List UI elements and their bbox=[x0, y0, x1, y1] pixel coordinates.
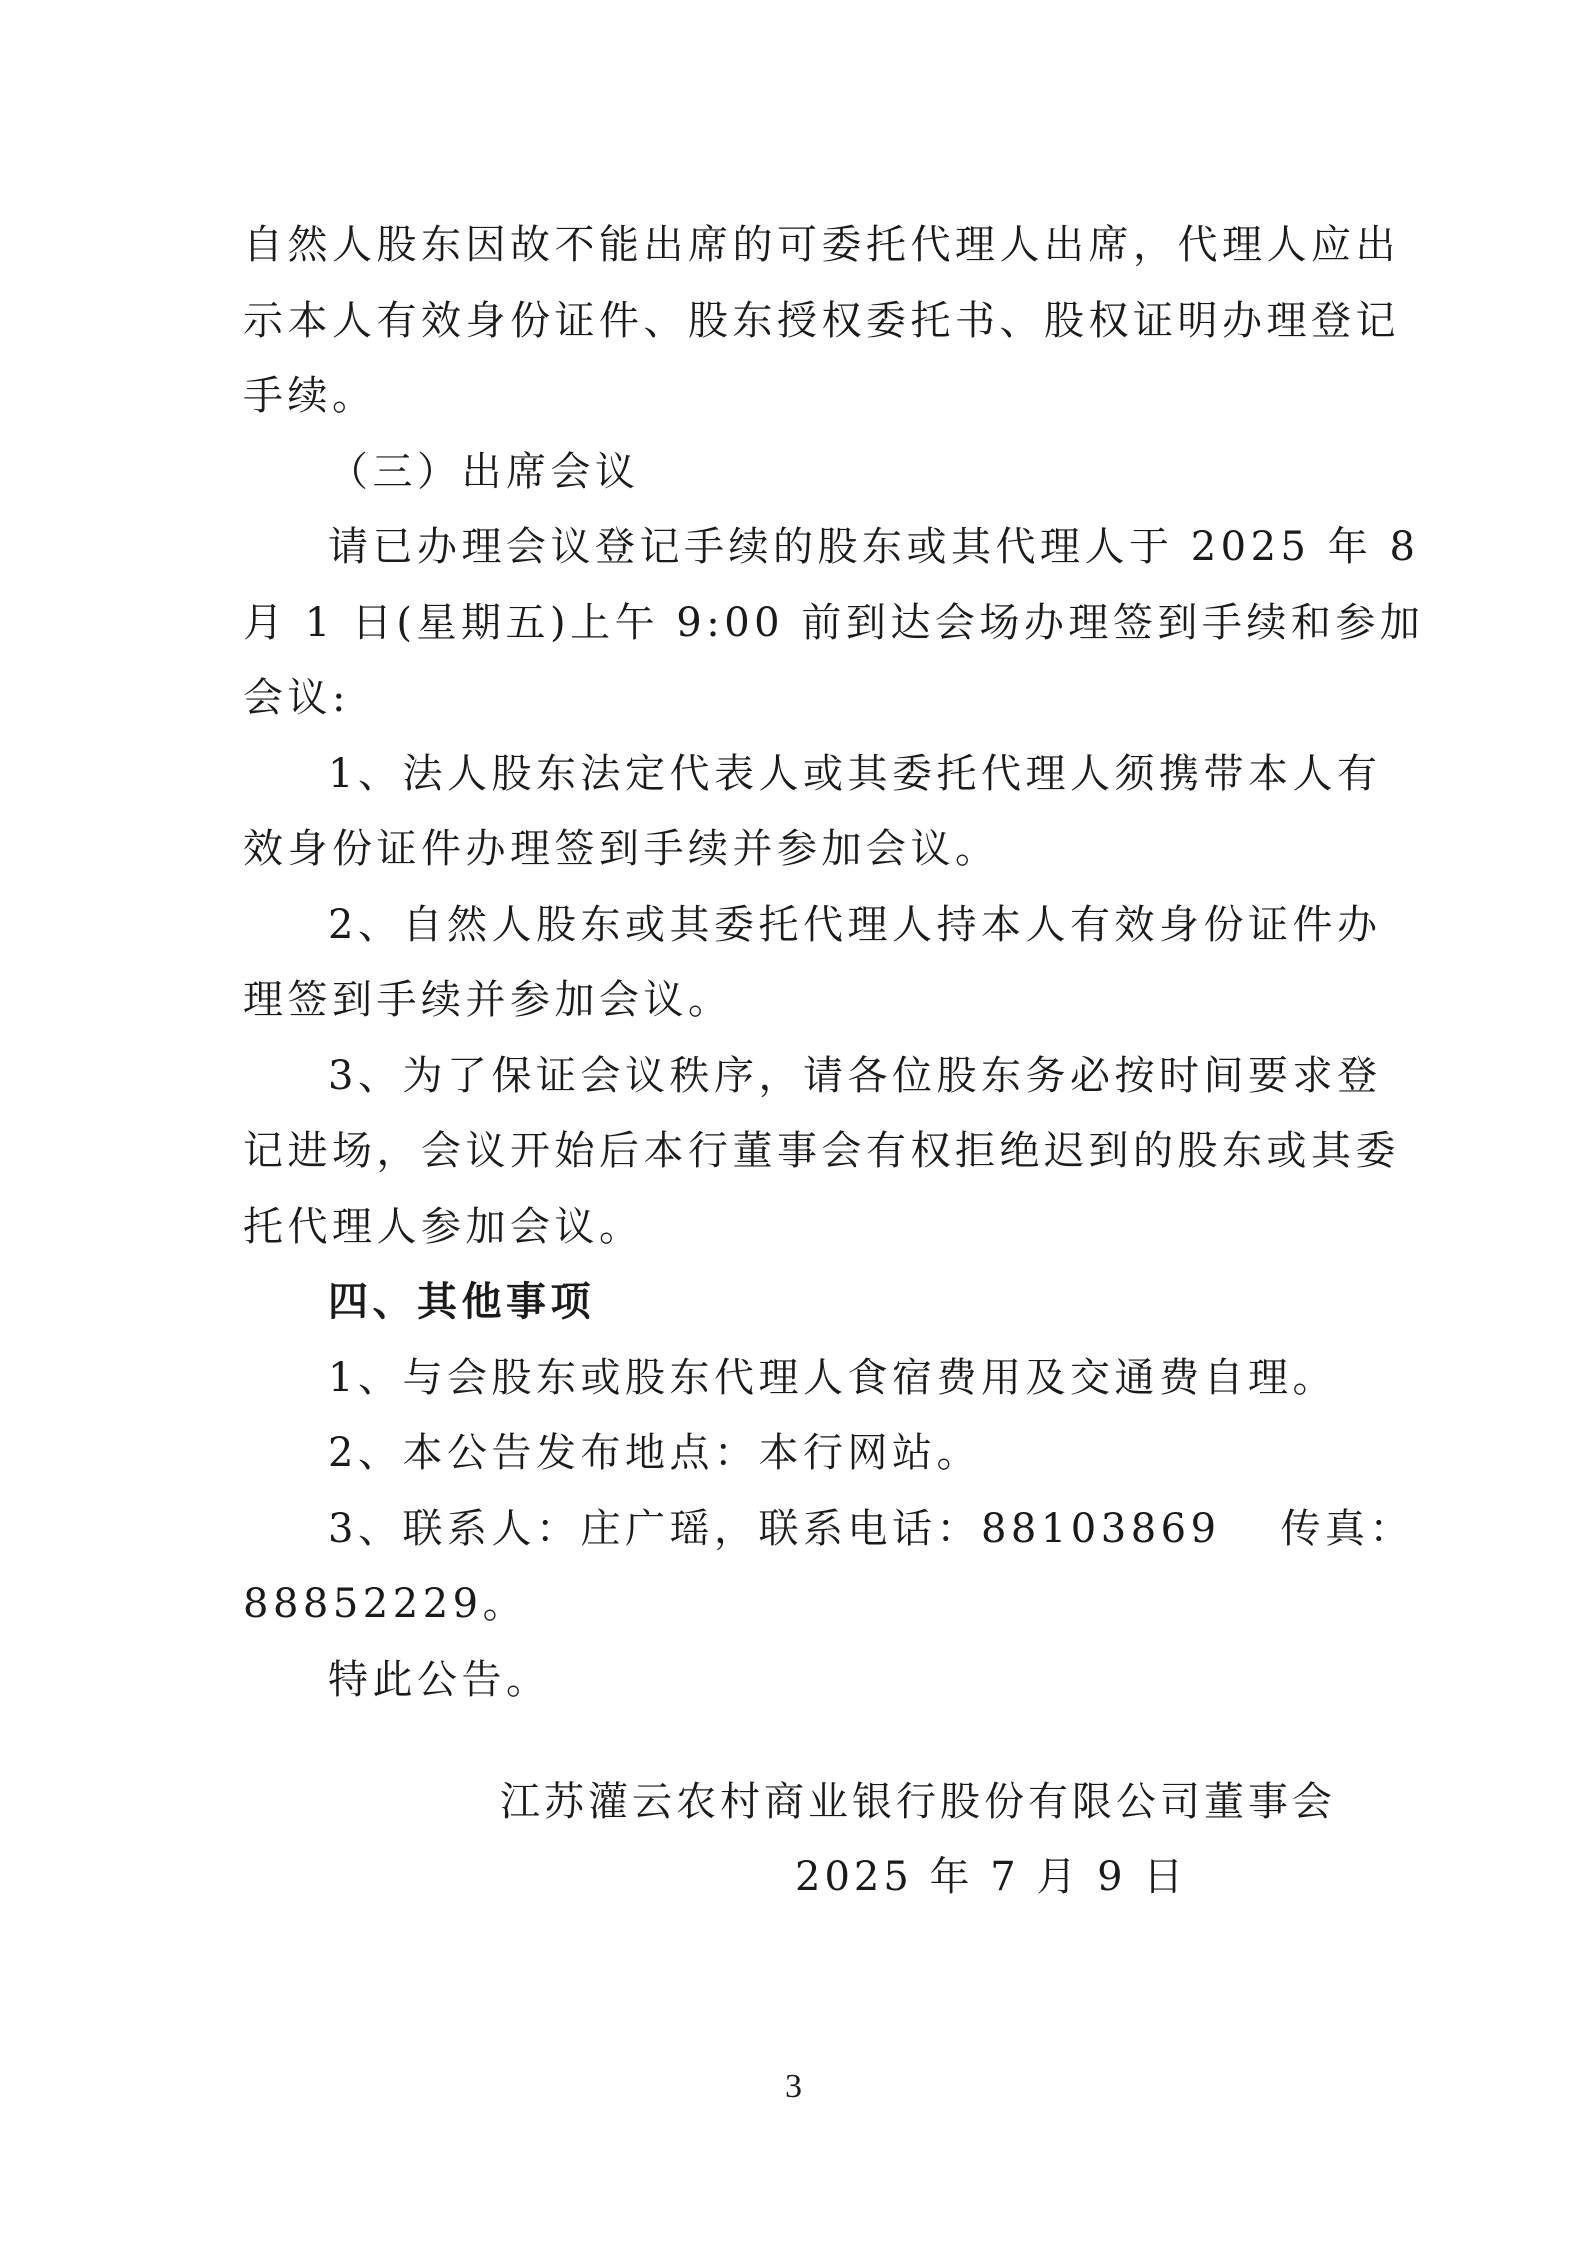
closing-text: 特此公告。 bbox=[328, 1656, 551, 1703]
text-line: 手续。 bbox=[243, 373, 377, 419]
text-line: 2、自然人股东或其委托代理人持本人有效身份证件办 bbox=[328, 901, 1382, 948]
text-line: 1、与会股东或股东代理人食宿费用及交通费自理。 bbox=[328, 1354, 1337, 1401]
text-line: 月 1 日(星期五)上午 9:00 前到达会场办理签到手续和参加 bbox=[243, 599, 1425, 646]
contact-fax-number: 88852229。 bbox=[243, 1581, 528, 1627]
section-heading-attend: （三）出席会议 bbox=[328, 448, 640, 495]
document-body bbox=[243, 208, 1425, 1718]
signature-organization: 江苏灌云农村商业银行股份有限公司董事会 bbox=[500, 1779, 1336, 1825]
text-line: 自然人股东因故不能出席的可委托代理人出席，代理人应出 bbox=[243, 222, 1400, 268]
signature-date: 2025 年 7 月 9 日 bbox=[795, 1854, 1188, 1900]
section-heading-other: 四、其他事项 bbox=[328, 1279, 595, 1325]
text-line: 会议: bbox=[243, 675, 350, 721]
text-line: 托代理人参加会议。 bbox=[243, 1203, 644, 1250]
text-line: 请已办理会议登记手续的股东或其代理人于 2025 年 8 bbox=[328, 524, 1420, 570]
text-line: 理签到手续并参加会议。 bbox=[243, 977, 733, 1023]
text-line: 效身份证件办理签到手续并参加会议。 bbox=[243, 826, 1000, 872]
text-line: 记进场，会议开始后本行董事会有权拒绝迟到的股东或其委 bbox=[243, 1128, 1400, 1174]
contact-line bbox=[243, 1492, 1415, 1568]
text-line: 2、本公告发布地点：本行网站。 bbox=[328, 1430, 981, 1476]
contact-phone: 3、联系人：庄广瑶，联系电话：88103869 bbox=[328, 1505, 1221, 1552]
text-line: 1、法人股东法定代表人或其委托代理人须携带本人有 bbox=[328, 750, 1382, 797]
text-line: 示本人有效身份证件、股东授权委托书、股权证明办理登记 bbox=[243, 297, 1400, 344]
page-number: 3 bbox=[785, 2068, 802, 2105]
text-line: 3、为了保证会议秩序，请各位股东务必按时间要求登 bbox=[328, 1052, 1382, 1099]
contact-fax-label: 传真： bbox=[1280, 1505, 1415, 1552]
